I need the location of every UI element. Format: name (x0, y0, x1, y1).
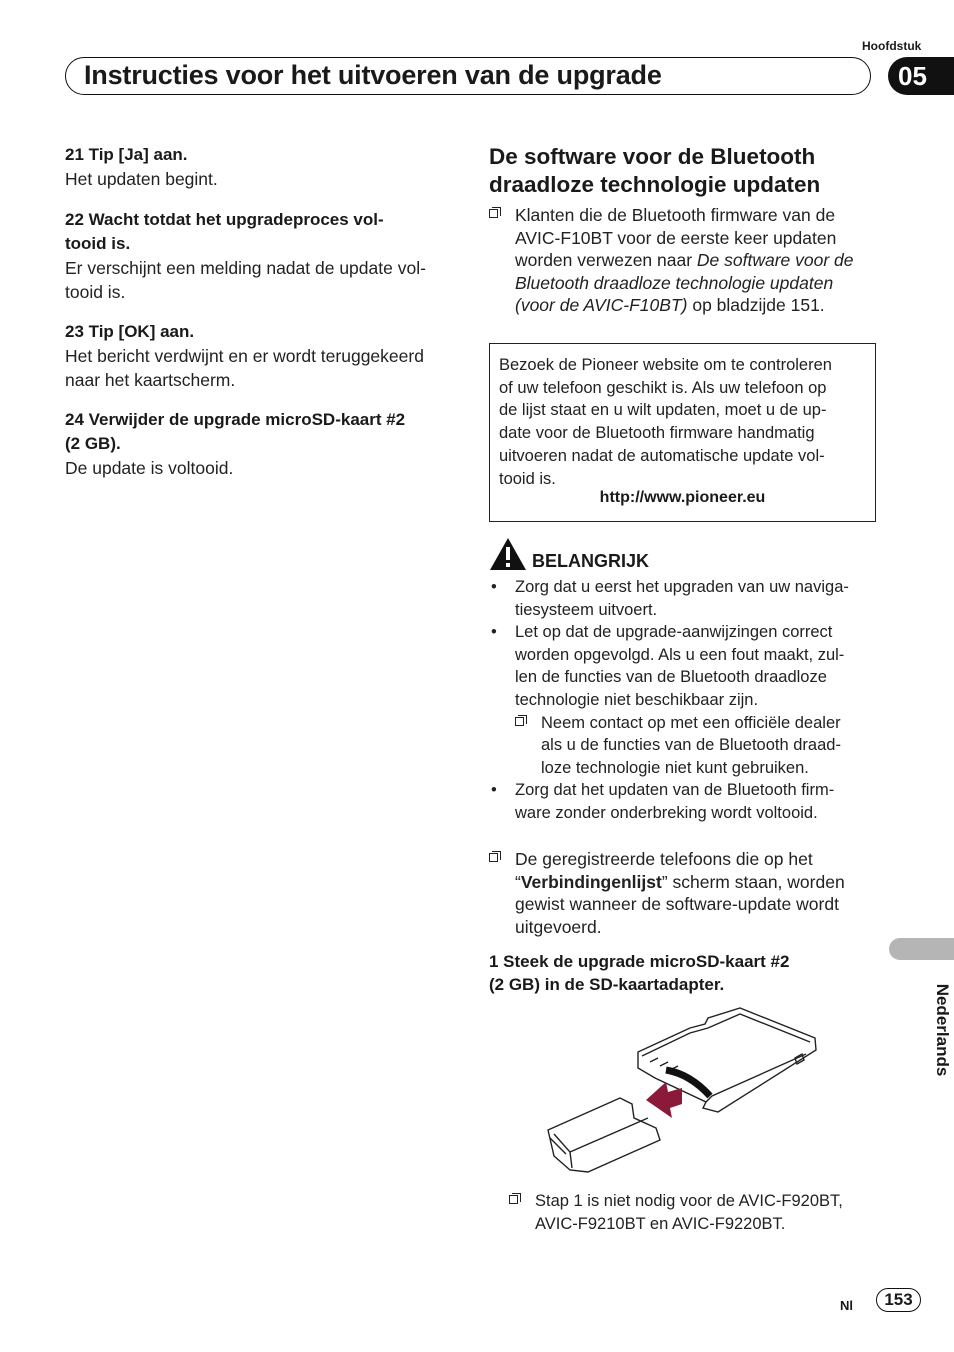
warning-icon (489, 537, 527, 571)
note-line: Stap 1 is niet nodig voor de AVIC-F920BT, (535, 1192, 843, 1210)
step-heading-line: (2 GB). (65, 434, 121, 453)
note-line (515, 294, 879, 317)
note-text: op bladzijde 151. (687, 295, 825, 315)
note-checkbox-icon (515, 715, 527, 727)
section-heading (489, 143, 889, 199)
note-line: uitgevoerd. (515, 916, 602, 937)
note-checkbox-icon (489, 207, 501, 219)
note-text: ” scherm staan, worden (661, 871, 845, 892)
sub-note-line: als u de functies van de Bluetooth draad- (541, 736, 841, 755)
note-checkbox-icon (509, 1193, 521, 1205)
list-item (489, 779, 879, 824)
sub-note-line: Neem contact op met een officiële dealer (541, 713, 841, 732)
note-text: “ (515, 871, 521, 892)
info-box-text (499, 354, 855, 490)
note-link-italic: (voor de AVIC-F10BT) (515, 295, 688, 315)
bullet-line: worden opgevolgd. Als u een fout maakt, zul- (515, 645, 845, 664)
note-line: AVIC-F9210BT en AVIC-F9220BT. (535, 1214, 786, 1233)
step-body-line: tooid is. (65, 282, 126, 302)
step-body-line: De update is voltooid. (65, 458, 234, 478)
note-line (515, 249, 879, 272)
info-line: Bezoek de Pioneer website om te controleren (499, 356, 832, 374)
sub-note (515, 712, 879, 780)
step-body-line: Er verschijnt een melding nadat de update vol- (65, 258, 426, 278)
step-heading-line: 24 Verwijder de upgrade microSD-kaart #2 (65, 410, 406, 429)
footer-language-code: Nl (840, 1298, 853, 1313)
step-21 (65, 143, 465, 191)
note-line (515, 272, 879, 295)
important-list (489, 576, 879, 825)
list-item (489, 576, 879, 621)
step-1 (489, 950, 869, 996)
page-number: 153 (876, 1288, 921, 1312)
bullet-icon: • (491, 781, 497, 800)
step-22 (65, 208, 465, 304)
bullet-icon: • (491, 623, 497, 642)
info-line: of uw telefoon geschikt is. Als uw telefoon op (499, 378, 827, 397)
chapter-label: Hoofdstuk (862, 39, 922, 53)
bullet-line: Zorg dat het updaten van de Bluetooth firm- (515, 781, 835, 800)
step-body-line: naar het kaartscherm. (65, 370, 236, 390)
info-line: tooid is. (499, 469, 556, 488)
bullet-line: tiesysteem uitvoert. (515, 600, 658, 619)
list-item (489, 621, 879, 779)
step-heading-line: (2 GB) in de SD-kaartadapter. (489, 975, 725, 994)
sub-note-line: loze technologie niet kunt gebruiken. (541, 758, 809, 777)
connection-list-term: Verbindingenlijst (520, 871, 662, 892)
step-heading: 23 Tip [OK] aan. (65, 322, 195, 341)
side-language-label: Nederlands (933, 983, 952, 1077)
step-heading-line: 1 Steek de upgrade microSD-kaart #2 (489, 952, 790, 971)
note-link-italic: De software voor de (696, 250, 854, 270)
note-link-italic: Bluetooth draadloze technologie updaten (515, 272, 834, 293)
language-tab (889, 938, 954, 960)
note-step-not-needed (509, 1190, 889, 1235)
note-firmware-first-update (489, 204, 879, 317)
bullet-line: ware zonder onderbreking wordt voltooid. (515, 803, 818, 822)
page-title: Instructies voor het uitvoeren van de upgrade (84, 60, 662, 90)
info-line: date voor de Bluetooth firmware handmatig (499, 424, 815, 443)
bullet-line: len de functies van de Bluetooth draadloze (515, 668, 827, 687)
section-heading-line: De software voor de Bluetooth (489, 144, 816, 169)
note-line: De geregistreerde telefoons die op het (515, 849, 813, 869)
step-body-line: Het bericht verdwijnt en er wordt teruggekeerd (65, 346, 424, 366)
section-heading-line: draadloze technologie updaten (489, 172, 821, 197)
note-line (515, 871, 879, 894)
note-line: gewist wanneer de software-update wordt (515, 894, 839, 914)
step-heading-line: 22 Wacht totdat het upgradeproces vol- (65, 210, 384, 229)
microsd-card-icon (548, 1098, 660, 1172)
bullet-line: Zorg dat u eerst het upgraden van uw naviga- (515, 578, 849, 596)
note-line: Klanten die de Bluetooth firmware van de (515, 205, 836, 225)
step-body: Het updaten begint. (65, 169, 218, 189)
step-heading: 21 Tip [Ja] aan. (65, 145, 188, 164)
step-23 (65, 320, 465, 392)
note-registered-phones (489, 848, 879, 938)
info-line: de lijst staat en u wilt updaten, moet u de up- (499, 401, 827, 420)
pioneer-url-link[interactable]: http://www.pioneer.eu (599, 489, 766, 506)
step-heading-line: tooid is. (65, 234, 131, 253)
step-24 (65, 408, 465, 480)
bullet-line: Let op dat de upgrade-aanwijzingen correct (515, 623, 833, 642)
bullet-icon: • (491, 578, 497, 596)
microsd-adapter-illustration (540, 1000, 830, 1180)
note-line: AVIC-F10BT voor de eerste keer updaten (515, 227, 837, 248)
note-text: worden verwezen naar (515, 250, 697, 270)
bullet-line: technologie niet beschikbaar zijn. (515, 690, 759, 709)
note-checkbox-icon (489, 851, 501, 863)
chapter-number-badge: 05 (888, 57, 954, 95)
important-title: BELANGRIJK (532, 551, 650, 571)
info-line: uitvoeren nadat de automatische update vol- (499, 446, 825, 465)
